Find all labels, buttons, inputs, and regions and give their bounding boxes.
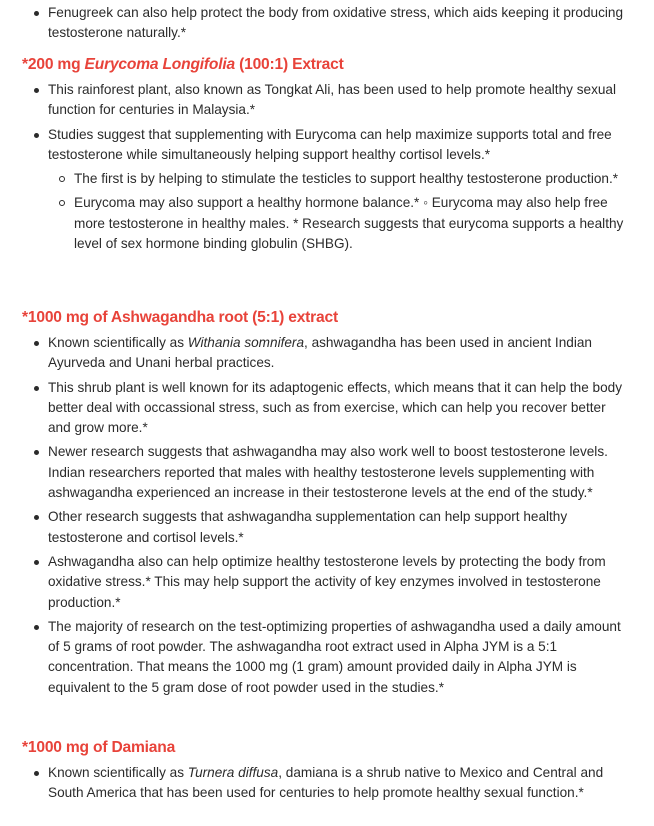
list-item: The majority of research on the test-optimizing properties of ashwagandha used a daily amount of 5 grams of root powder. The ashwagandha root extract used in Alpha JYM is a 5:1 concentration. That means the 1000 mg (1 gram) amount provided daily in Alpha JYM is equivalent to the 5 gram dose of root powder used in the studies.* [22,617,630,698]
ashwagandha-list [22,333,630,698]
list-item: Newer research suggests that ashwagandha may also work well to boost testosterone levels. Indian researchers reported that males with healthy testosterone levels supplementing with ashwagandha experienced an increase in their testosterone levels at the end of the study.* [22,442,630,503]
eurycoma-list [22,80,630,254]
fenugreek-section [22,0,630,44]
damiana-list [22,763,630,804]
list-item: Studies suggest that supplementing with Eurycoma can help maximize supports total and free testosterone while simultaneously helping support healthy cortisol levels.* The first is by helping to stimulate the testicles to support healthy testosterone production.* Eurycoma may also support a healthy hormone balance.* ◦ Eurycoma may also help free more testosterone in healthy males. * Research suggests that eurycoma supports a healthy level of sex hormone binding globulin (SHBG). [22,125,630,255]
list-item: Known scientifically as Turnera diffusa, damiana is a shrub native to Mexico and Central and South America that has been used for centuries to help promote healthy sexual function.* [22,763,630,804]
sub-list-item: The first is by helping to stimulate the testicles to support healthy testosterone production.* [48,169,630,189]
list-item: Other research suggests that ashwagandha supplementation can help support healthy testosterone and cortisol levels.* [22,507,630,548]
eurycoma-heading: *200 mg Eurycoma Longifolia (100:1) Extract [22,56,344,73]
damiana-heading: *1000 mg of Damiana [22,739,176,756]
ashwagandha-heading: *1000 mg of Ashwagandha root (5:1) extract [22,309,338,326]
ashwagandha-section [22,307,630,698]
eurycoma-sublist [48,169,630,254]
damiana-section [22,737,630,804]
list-item: Known scientifically as Withania somnifera, ashwagandha has been used in ancient Indian Ayurveda and Unani herbal practices. [22,333,630,374]
list-item: This shrub plant is well known for its adaptogenic effects, which means that it can help the body better deal with occassional stress, such as from exercise, which can help you recover better and grow more.* [22,378,630,439]
fenugreek-list [22,3,630,44]
eurycoma-section [22,54,630,254]
list-item: Ashwagandha also can help optimize healthy testosterone levels by protecting the body from oxidative stress.* This may help support the activity of key enzymes involved in testosterone production.* [22,552,630,613]
sub-list-item: Eurycoma may also support a healthy hormone balance.* ◦ Eurycoma may also help free more testosterone in healthy males. * Research suggests that eurycoma supports a healthy level of sex hormone binding globulin (SHBG). [48,193,630,254]
list-item: Fenugreek can also help protect the body from oxidative stress, which aids keeping it producing testosterone naturally.* [22,3,630,44]
list-item: This rainforest plant, also known as Tongkat Ali, has been used to help promote healthy sexual function for centuries in Malaysia.* [22,80,630,121]
